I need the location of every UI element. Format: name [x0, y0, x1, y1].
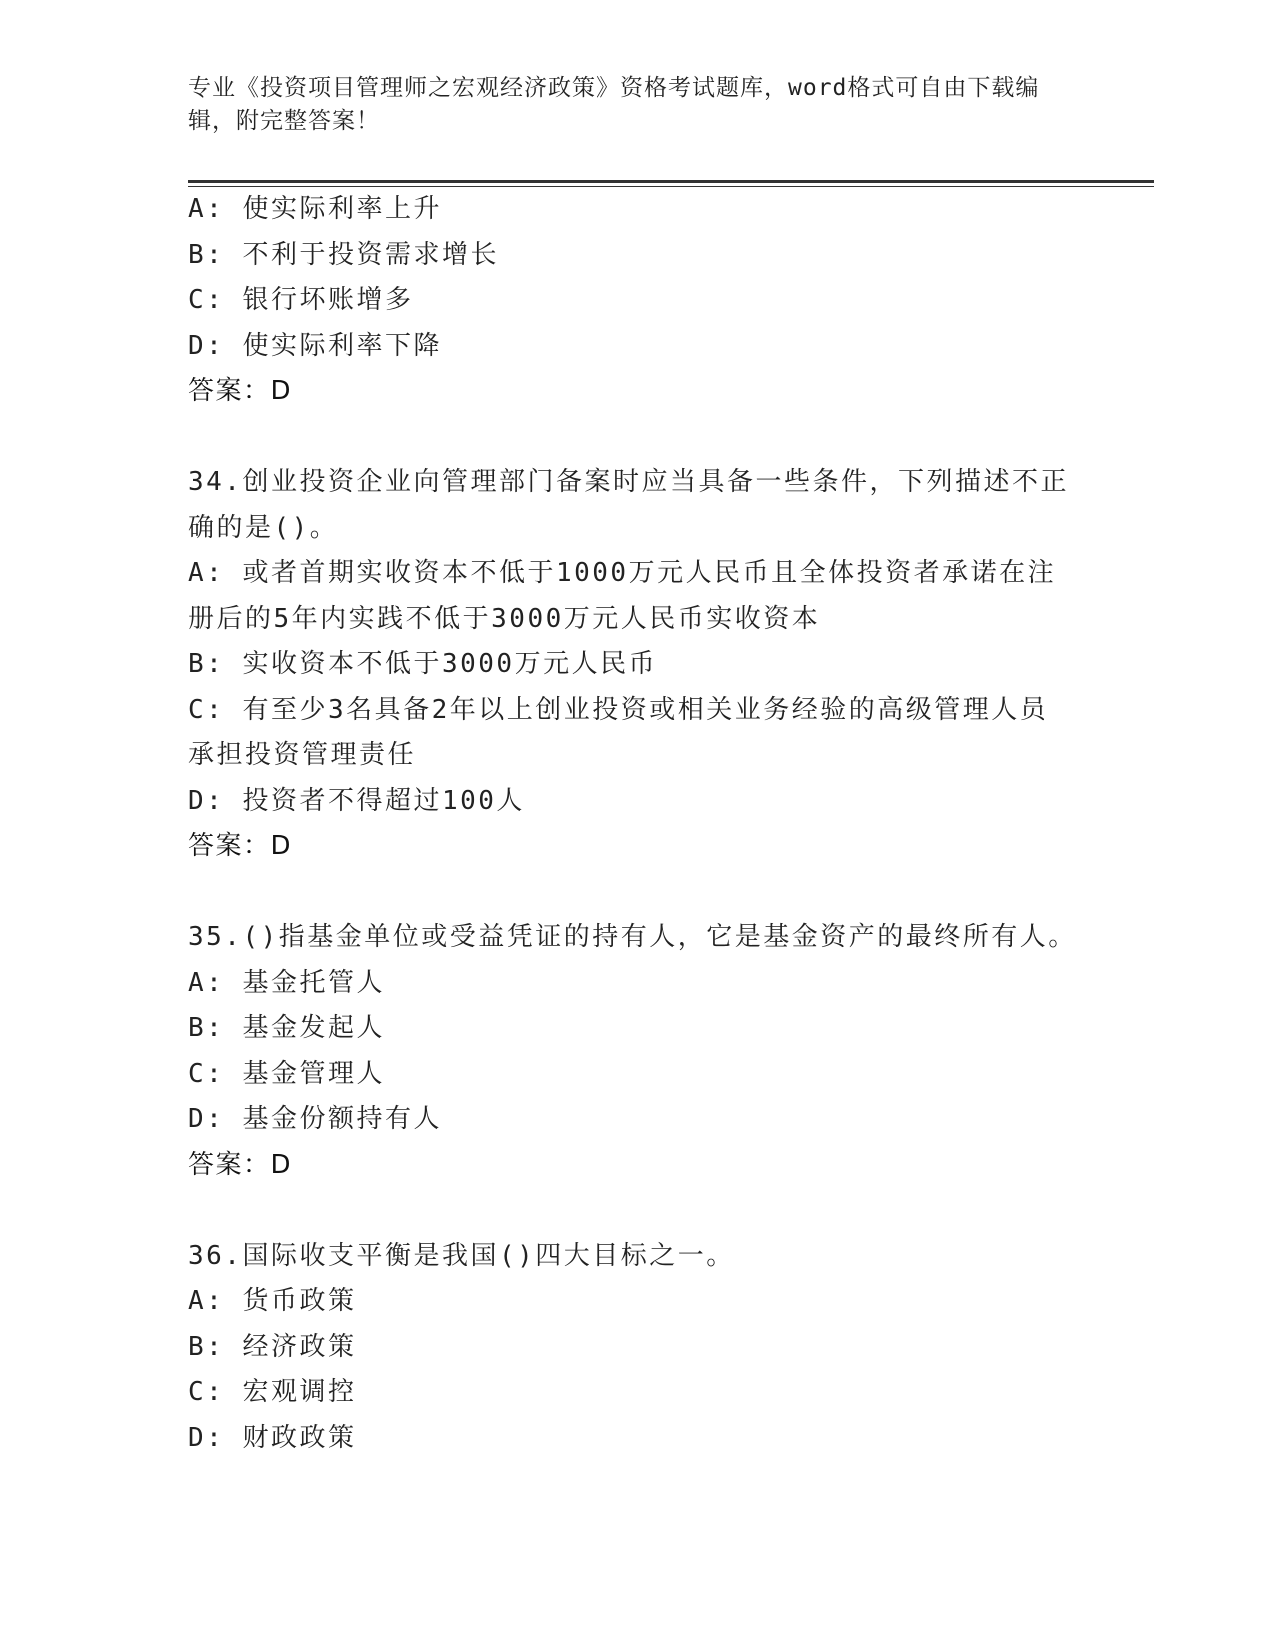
question-text: 35.()指基金单位或受益凭证的持有人，它是基金资产的最终所有人。 — [188, 922, 1077, 952]
spacer — [188, 1188, 1088, 1234]
question-block-35 — [188, 915, 1088, 1188]
option-a: A: 或者首期实收资本不低于1000万元人民币且全体投资者承诺在注 — [188, 558, 1057, 588]
question-content — [188, 187, 1088, 1461]
spacer — [188, 415, 1088, 461]
spacer — [188, 870, 1088, 916]
option-d: D: 投资者不得超过100人 — [188, 785, 525, 816]
document-header — [188, 72, 1068, 138]
option-a: A: 货币政策 — [188, 1286, 357, 1316]
question-block-33 — [188, 187, 1088, 415]
option-c: C: 有至少3名具备2年以上创业投资或相关业务经验的高级管理人员 — [188, 694, 1049, 725]
option-d: D: 使实际利率下降 — [188, 330, 442, 361]
option-a: A: 基金托管人 — [188, 967, 385, 998]
question-text-line-1: 34.创业投资企业向管理部门备案时应当具备一些条件，下列描述不正 — [188, 467, 1069, 497]
option-c: C: 宏观调控 — [188, 1377, 357, 1407]
question-text: 36.国际收支平衡是我国()四大目标之一。 — [188, 1240, 735, 1271]
question-block-34 — [188, 460, 1088, 870]
option-b: B: 不利于投资需求增长 — [188, 239, 499, 270]
option-d: D: 基金份额持有人 — [188, 1104, 442, 1134]
option-d: D: 财政政策 — [188, 1422, 357, 1453]
option-c: C: 基金管理人 — [188, 1058, 385, 1089]
question-text-line-2: 确的是()。 — [188, 512, 339, 543]
question-block-36 — [188, 1234, 1088, 1462]
option-c-continued: 承担投资管理责任 — [188, 740, 417, 770]
option-c: C: 银行坏账增多 — [188, 285, 414, 315]
option-b: B: 实收资本不低于3000万元人民币 — [188, 649, 658, 679]
answer-line: 答案：D — [188, 1149, 293, 1180]
header-line-1: 专业《投资项目管理师之宏观经济政策》资格考试题库，word格式可自由下载编 — [188, 75, 1040, 101]
option-b: B: 经济政策 — [188, 1331, 357, 1362]
option-a: A: 使实际利率上升 — [188, 194, 442, 224]
header-line-2: 辑，附完整答案！ — [188, 108, 380, 134]
answer-line: 答案：D — [188, 831, 293, 861]
header-rule-thick — [188, 180, 1154, 183]
option-b: B: 基金发起人 — [188, 1013, 385, 1043]
option-a-continued: 册后的5年内实践不低于3000万元人民币实收资本 — [188, 603, 821, 634]
answer-line: 答案：D — [188, 376, 293, 406]
